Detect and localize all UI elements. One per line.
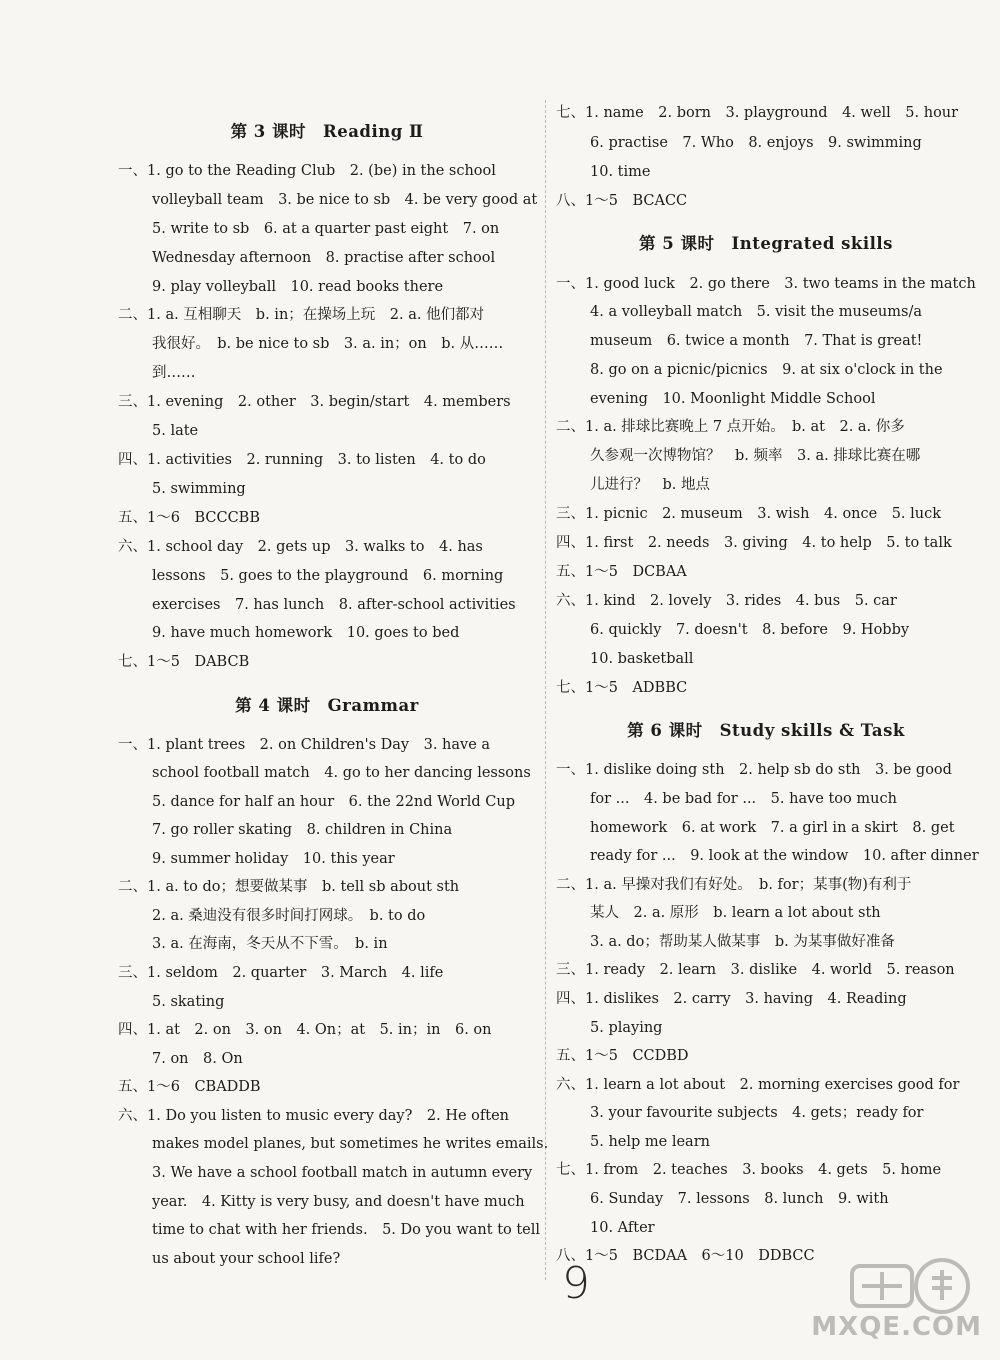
answer-line: 10. time bbox=[590, 164, 651, 180]
answer-line: 七、1. name 2. born 3. playground 4. well 5. hour bbox=[556, 105, 959, 121]
answer-line: 我很好。 b. be nice to sb 3. a. in；on b. 从…… bbox=[152, 336, 504, 352]
answer-line: 10. After bbox=[590, 1220, 655, 1236]
answer-line: 五、1～6 BCCCBB bbox=[118, 510, 260, 526]
answer-line: 3. We have a school football match in autumn every bbox=[152, 1165, 533, 1181]
answer-line: 9. summer holiday 10. this year bbox=[152, 851, 395, 867]
answer-line: volleyball team 3. be nice to sb 4. be very good at bbox=[152, 192, 538, 208]
answer-line: for ... 4. be bad for ... 5. have too much bbox=[590, 791, 897, 807]
answer-line: 七、1～5 DABCB bbox=[118, 654, 250, 670]
answer-line: 六、1. Do you listen to music every day? 2. He often bbox=[118, 1108, 510, 1124]
answer-line: 8. go on a picnic/picnics 9. at six o'clock in the bbox=[590, 362, 943, 378]
answer-line: 9. have much homework 10. goes to bed bbox=[152, 625, 460, 641]
answer-line: 七、1. from 2. teaches 3. books 4. gets 5. home bbox=[556, 1162, 942, 1178]
answer-line: 某人 2. a. 原形 b. learn a lot about sth bbox=[590, 905, 881, 921]
answer-line: 5. swimming bbox=[152, 481, 246, 497]
answer-line: makes model planes, but sometimes he writes emails. bbox=[152, 1136, 549, 1152]
answer-line: 5. late bbox=[152, 423, 199, 439]
answer-line: 5. playing bbox=[590, 1020, 663, 1036]
answer-line: 7. go roller skating 8. children in China bbox=[152, 822, 453, 838]
answer-line: 六、1. school day 2. gets up 3. walks to 4. has bbox=[118, 539, 483, 555]
answer-line: 三、1. picnic 2. museum 3. wish 4. once 5. luck bbox=[556, 506, 942, 522]
answer-line: 3. your favourite subjects 4. gets；ready for bbox=[590, 1105, 924, 1121]
answer-line: time to chat with her friends. 5. Do you want to tell bbox=[152, 1222, 541, 1238]
answer-line: 四、1. first 2. needs 3. giving 4. to help 5. to talk bbox=[556, 535, 952, 551]
answer-line: 三、1. evening 2. other 3. begin/start 4. members bbox=[118, 394, 511, 410]
answer-line: exercises 7. has lunch 8. after-school activities bbox=[152, 597, 516, 613]
answer-line: year. 4. Kitty is very busy, and doesn't have much bbox=[152, 1194, 525, 1210]
answer-line: 6. Sunday 7. lessons 8. lunch 9. with bbox=[590, 1191, 889, 1207]
page-number: 9 bbox=[562, 1258, 590, 1309]
answer-line: 四、1. at 2. on 3. on 4. On；at 5. in；in 6. on bbox=[118, 1022, 492, 1038]
answer-line: 6. quickly 7. doesn't 8. before 9. Hobby bbox=[590, 622, 910, 638]
answer-line: 五、1～5 CCDBD bbox=[556, 1048, 689, 1064]
answer-line: 7. on 8. On bbox=[152, 1051, 243, 1067]
answer-line: us about your school life? bbox=[152, 1251, 341, 1267]
answer-line: 五、1～6 CBADDB bbox=[118, 1079, 261, 1095]
answer-line: 六、1. learn a lot about 2. morning exercises good for bbox=[556, 1077, 960, 1093]
answer-line: 2. a. 桑迪没有很多时间打网球。 b. to do bbox=[152, 908, 426, 924]
answer-line: school football match 4. go to her dancing lessons bbox=[152, 765, 531, 781]
answer-stamp-icon bbox=[792, 1256, 992, 1316]
section-heading: 第 5 课时 Integrated skills bbox=[639, 234, 893, 253]
watermark bbox=[792, 1256, 992, 1352]
answer-line: 二、1. a. to do；想要做某事 b. tell sb about sth bbox=[118, 879, 460, 895]
answer-line: homework 6. at work 7. a girl in a skirt 8. get bbox=[590, 820, 955, 836]
answer-line: 一、1. good luck 2. go there 3. two teams in the match bbox=[556, 276, 976, 292]
answer-line: 5. help me learn bbox=[590, 1134, 710, 1150]
answer-line: 四、1. dislikes 2. carry 3. having 4. Reading bbox=[556, 991, 907, 1007]
watermark-text: MXQE.COM bbox=[811, 1312, 982, 1342]
section-heading: 第 6 课时 Study skills & Task bbox=[627, 721, 905, 740]
answer-line: 六、1. kind 2. lovely 3. rides 4. bus 5. car bbox=[556, 593, 897, 609]
answer-line: 3. a. 在海南，冬天从不下雪。 b. in bbox=[152, 936, 388, 952]
answer-line: 一、1. dislike doing sth 2. help sb do sth 3. be good bbox=[556, 762, 952, 778]
answer-line: 二、1. a. 排球比赛晚上 7 点开始。 b. at 2. a. 你多 bbox=[556, 419, 905, 435]
answer-line: 五、1～5 DCBAA bbox=[556, 564, 687, 580]
answer-line: 5. dance for half an hour 6. the 22nd World Cup bbox=[152, 794, 515, 810]
answer-line: 八、1～5 BCDAA 6～10 DDBCC bbox=[556, 1248, 815, 1264]
section-heading: 第 4 课时 Grammar bbox=[235, 696, 419, 715]
answer-line: 七、1～5 ADBBC bbox=[556, 680, 688, 696]
answer-line: lessons 5. goes to the playground 6. morning bbox=[152, 568, 504, 584]
column-divider bbox=[545, 100, 546, 1280]
answer-line: museum 6. twice a month 7. That is great! bbox=[590, 333, 923, 349]
answer-line: 5. write to sb 6. at a quarter past eight 7. on bbox=[152, 221, 500, 237]
answer-line: 三、1. seldom 2. quarter 3. March 4. life bbox=[118, 965, 444, 981]
answer-line: 四、1. activities 2. running 3. to listen 4. to do bbox=[118, 452, 486, 468]
answer-line: 三、1. ready 2. learn 3. dislike 4. world 5. reason bbox=[556, 962, 955, 978]
answer-line: 二、1. a. 互相聊天 b. in；在操场上玩 2. a. 他们都对 bbox=[118, 307, 485, 323]
answer-line: Wednesday afternoon 8. practise after school bbox=[152, 250, 496, 266]
section-heading: 第 3 课时 Reading Ⅱ bbox=[230, 122, 424, 141]
answer-line: 9. play volleyball 10. read books there bbox=[152, 279, 444, 295]
answer-line: 一、1. go to the Reading Club 2. (be) in the school bbox=[118, 163, 496, 179]
answer-line: 5. skating bbox=[152, 994, 225, 1010]
answer-line: 儿进行？ b. 地点 bbox=[590, 477, 710, 493]
answer-line: 到…… bbox=[152, 365, 196, 381]
answer-line: 久参观一次博物馆？ b. 频率 3. a. 排球比赛在哪 bbox=[590, 448, 921, 464]
answer-line: 4. a volleyball match 5. visit the museums/a bbox=[590, 304, 922, 320]
answer-line: 八、1～5 BCACC bbox=[556, 193, 688, 209]
answer-line: 二、1. a. 早操对我们有好处。 b. for；某事(物)有利于 bbox=[556, 877, 912, 893]
answer-line: 10. basketball bbox=[590, 651, 694, 667]
answer-line: ready for ... 9. look at the window 10. after dinner bbox=[590, 848, 979, 864]
answer-line: evening 10. Moonlight Middle School bbox=[590, 391, 876, 407]
answer-line: 6. practise 7. Who 8. enjoys 9. swimming bbox=[590, 135, 922, 151]
answer-line: 3. a. do；帮助某人做某事 b. 为某事做好准备 bbox=[590, 934, 895, 950]
answer-line: 一、1. plant trees 2. on Children's Day 3. have a bbox=[118, 737, 491, 753]
